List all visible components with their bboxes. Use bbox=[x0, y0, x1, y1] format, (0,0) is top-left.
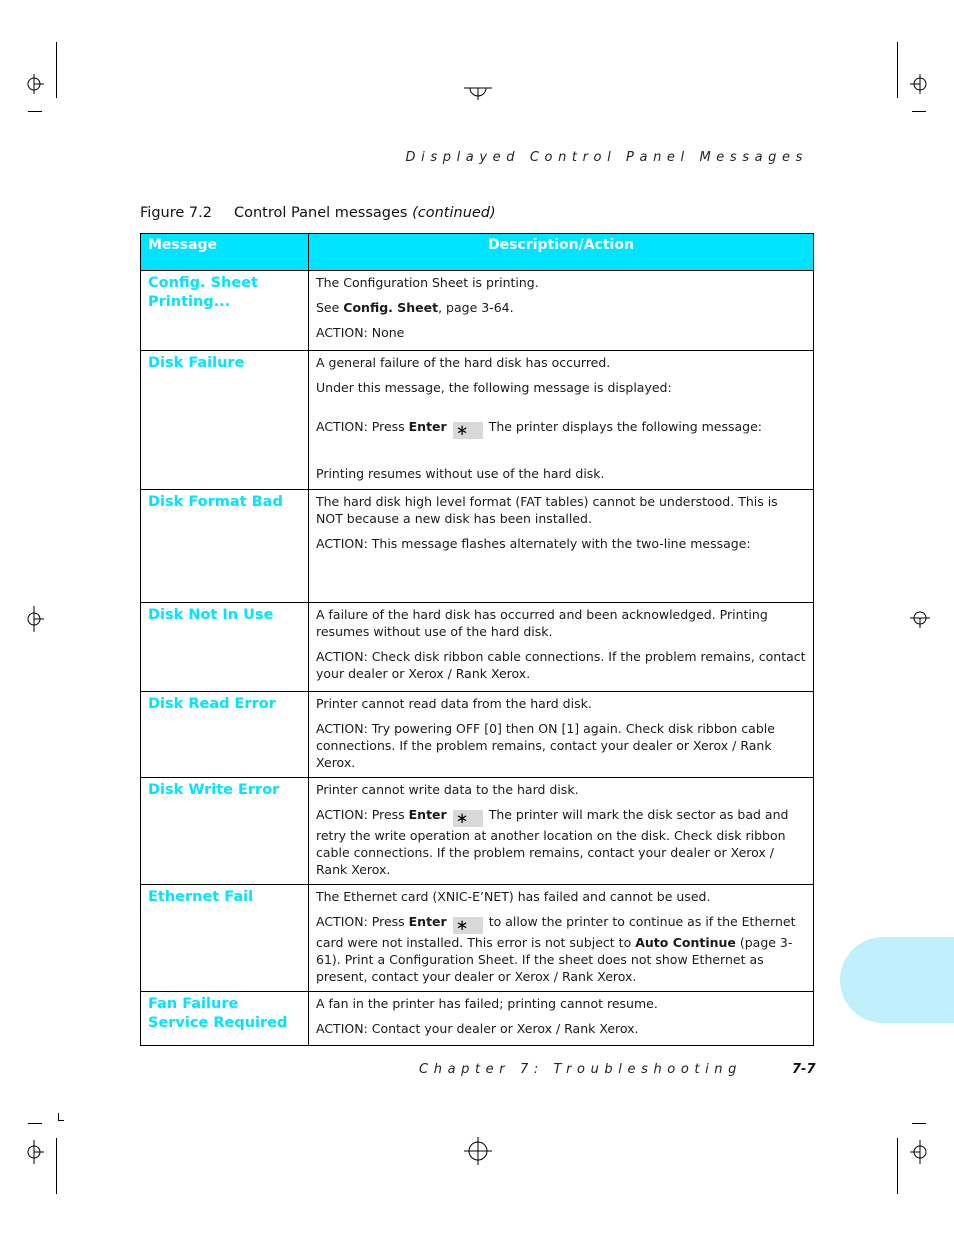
enter-key-icon: ∗ bbox=[453, 422, 483, 439]
description-text: Printer cannot read data from the hard disk. bbox=[316, 696, 592, 711]
footer-chapter: Chapter 7: Troubleshooting bbox=[419, 1062, 742, 1077]
table-row bbox=[141, 490, 814, 603]
registration-mark-icon bbox=[24, 74, 44, 94]
message-name: Disk Write Error bbox=[141, 778, 309, 885]
table-row bbox=[141, 351, 814, 490]
registration-mark-icon bbox=[910, 1140, 930, 1164]
description-cell bbox=[309, 992, 814, 1046]
column-header-description: Description/Action bbox=[309, 234, 814, 271]
chapter-tab bbox=[840, 937, 954, 1023]
description-text: A failure of the hard disk has occurred and been acknowledged. Printing resumes without use of the hard disk. bbox=[316, 607, 768, 639]
table-row bbox=[141, 603, 814, 692]
description-text: Under this message, the following message is displayed: bbox=[316, 380, 672, 395]
action-text: ACTION: Try powering OFF [0] then ON [1] again. Check disk ribbon cable connections. If the problem remains, contact your dealer or Xerox / Rank Xerox. bbox=[316, 721, 775, 770]
registration-mark-icon bbox=[24, 1140, 44, 1164]
table-header-row bbox=[141, 234, 814, 271]
description-text: The Ethernet card (XNIC-E’NET) has failed and cannot be used. bbox=[316, 889, 711, 904]
table-row bbox=[141, 992, 814, 1046]
running-header: Displayed Control Panel Messages bbox=[405, 150, 808, 165]
keyword: Enter bbox=[408, 807, 447, 822]
figure-continued: (continued) bbox=[412, 205, 496, 221]
description-text: A general failure of the hard disk has occurred. bbox=[316, 355, 611, 370]
description-text: Printer cannot write data to the hard disk. bbox=[316, 782, 579, 797]
keyword: Enter bbox=[408, 419, 447, 434]
message-name: Disk Read Error bbox=[141, 692, 309, 778]
table-row bbox=[141, 271, 814, 351]
action-text: ACTION: Check disk ribbon cable connections. If the problem remains, contact your dealer or Xerox / Rank Xerox. bbox=[316, 649, 806, 681]
message-name: Disk Failure bbox=[141, 351, 309, 490]
registration-mark-icon bbox=[464, 80, 492, 100]
registration-mark-icon bbox=[464, 1137, 492, 1165]
figure-number: Figure 7.2 bbox=[140, 205, 212, 221]
keyword: Auto Continue bbox=[635, 935, 736, 950]
message-name: Config. Sheet Printing... bbox=[141, 271, 309, 351]
control-panel-messages-table bbox=[140, 233, 814, 1046]
action-text: ACTION: Contact your dealer or Xerox / Rank Xerox. bbox=[316, 1021, 639, 1036]
figure-caption bbox=[140, 205, 496, 221]
description-cell bbox=[309, 351, 814, 490]
description-text: Printing resumes without use of the hard disk. bbox=[316, 466, 605, 481]
description-cell bbox=[309, 271, 814, 351]
message-name: Disk Not In Use bbox=[141, 603, 309, 692]
figure-title: Control Panel messages bbox=[234, 205, 408, 221]
registration-mark-icon bbox=[910, 74, 930, 94]
message-name: Disk Format Bad bbox=[141, 490, 309, 603]
message-name: Ethernet Fail bbox=[141, 885, 309, 992]
registration-mark-icon bbox=[24, 606, 44, 632]
crop-mark bbox=[28, 111, 42, 112]
description-text: A fan in the printer has failed; printing cannot resume. bbox=[316, 996, 658, 1011]
action-text: ACTION: Press Enter ∗ to allow the printer to continue as if the Ethernet card were not installed. This error is not subject to Auto Continue (page 3-61). Print a Configuration Sheet. If the sheet does not show Ethernet as present, contact your dealer or Xerox / Rank Xerox. bbox=[316, 914, 796, 984]
table-row bbox=[141, 885, 814, 992]
keyword: Config. Sheet bbox=[343, 300, 439, 315]
description-cell bbox=[309, 490, 814, 603]
action-text: ACTION: Press Enter ∗ The printer will mark the disk sector as bad and retry the write operation at another location on the disk. Check disk ribbon cable connections. If the problem remains, contact your dealer or Xerox / Rank Xerox. bbox=[316, 807, 789, 877]
description-cell bbox=[309, 885, 814, 992]
table-row bbox=[141, 778, 814, 885]
registration-mark-icon bbox=[910, 608, 930, 628]
crop-mark bbox=[897, 42, 898, 98]
description-text: See Config. Sheet, page 3-64. bbox=[316, 300, 514, 315]
table-row bbox=[141, 692, 814, 778]
message-name: Fan Failure Service Required bbox=[141, 992, 309, 1046]
keyword: Enter bbox=[408, 914, 447, 929]
description-cell bbox=[309, 603, 814, 692]
description-text: The hard disk high level format (FAT tables) cannot be understood. This is NOT because a new disk has been installed. bbox=[316, 494, 778, 526]
crop-mark bbox=[56, 1138, 57, 1194]
action-text: ACTION: Press Enter ∗ The printer displays the following message: bbox=[316, 419, 763, 439]
column-header-message: Message bbox=[141, 234, 309, 271]
action-text: ACTION: None bbox=[316, 325, 405, 340]
enter-key-icon: ∗ bbox=[453, 810, 483, 827]
description-cell bbox=[309, 778, 814, 885]
crop-mark bbox=[58, 1120, 64, 1121]
crop-mark bbox=[912, 1123, 926, 1124]
action-text: ACTION: This message flashes alternately with the two-line message: bbox=[316, 536, 751, 551]
crop-mark bbox=[56, 42, 57, 98]
enter-key-icon: ∗ bbox=[453, 917, 483, 934]
page-number: 7-7 bbox=[792, 1062, 816, 1077]
description-text: The Configuration Sheet is printing. bbox=[316, 275, 539, 290]
crop-mark bbox=[28, 1123, 42, 1124]
crop-mark bbox=[912, 111, 926, 112]
description-cell bbox=[309, 692, 814, 778]
crop-mark bbox=[897, 1138, 898, 1194]
